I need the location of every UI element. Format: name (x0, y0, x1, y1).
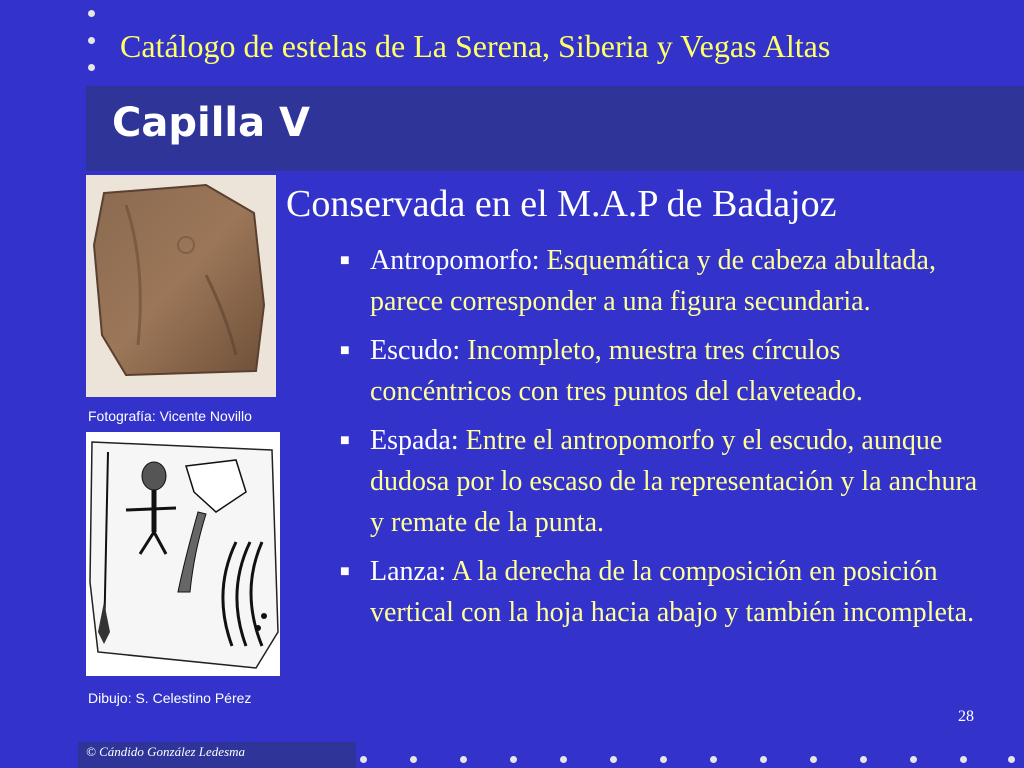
bullet-desc: Esquemática y de cabeza abultada, parece corresponder a una figura secundaria. (370, 245, 936, 317)
bullet-desc: Incompleto, muestra tres círculos concéntricos con tres puntos del claveteado. (370, 335, 863, 407)
drawing-caption: Dibujo: S. Celestino Pérez (88, 690, 252, 706)
list-item (340, 240, 980, 322)
stele-drawing (86, 432, 280, 676)
page-number: 28 (958, 708, 974, 725)
bullet-desc: Entre el antropomorfo y el escudo, aunque dudosa por lo escaso de la representación y la anchura y remate de la punta. (370, 425, 978, 538)
bullet-list (340, 240, 980, 641)
square-bullet-icon: ■ (340, 432, 350, 449)
list-item (340, 330, 980, 412)
square-bullet-icon: ■ (340, 563, 350, 580)
bullet-term: Antropomorfo: (370, 245, 540, 276)
stele-photo (86, 175, 276, 397)
bullet-term: Escudo: (370, 335, 461, 366)
presentation-title: Catálogo de estelas de La Serena, Siberia y Vegas Altas (120, 28, 831, 64)
photo-caption: Fotografía: Vicente Novillo (88, 408, 252, 424)
bullet-term: Espada: (370, 425, 459, 456)
bullet-term: Lanza: (370, 556, 447, 587)
slide-title: Capilla V (112, 100, 310, 146)
content-subhead: Conservada en el M.A.P de Badajoz (286, 183, 837, 225)
list-item (340, 551, 980, 633)
square-bullet-icon: ■ (340, 252, 350, 269)
square-bullet-icon: ■ (340, 342, 350, 359)
bullet-desc: A la derecha de la composición en posición vertical con la hoja hacia abajo y también incompleta. (370, 556, 975, 628)
copyright-notice: © Cándido González Ledesma (86, 744, 246, 759)
list-item (340, 420, 980, 543)
